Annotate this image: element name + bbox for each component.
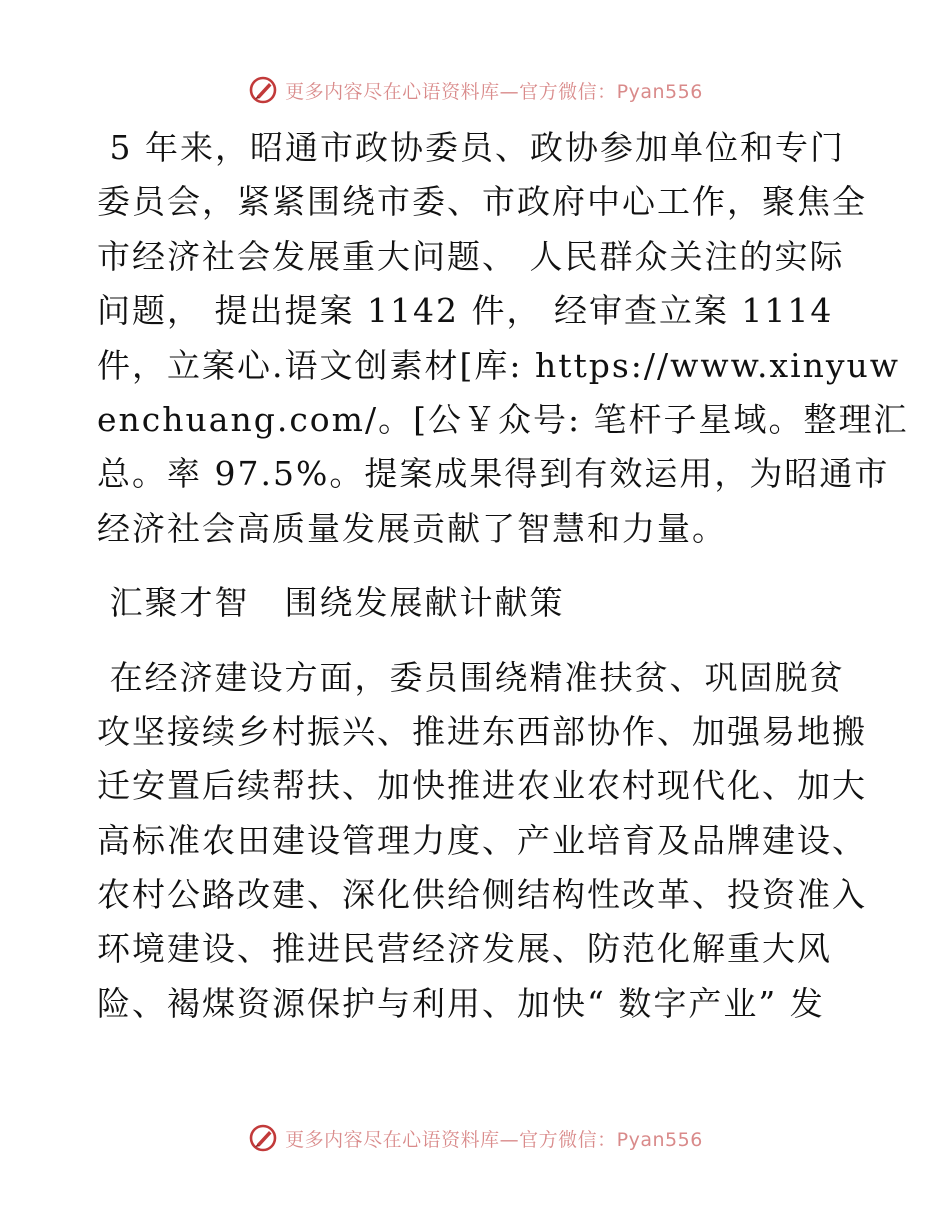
paragraph-intro (97, 121, 909, 556)
section-heading-text: 汇聚才智 围绕发展献计献策 (97, 583, 565, 623)
watermark-group (247, 1122, 703, 1154)
text-line: 险、褐煤资源保护与利用、加快“ 数字产业” 发 (97, 983, 825, 1023)
text-line: enchuang.com/。[公￥众号: 笔杆子星域。整理汇 (97, 399, 909, 439)
text-line: 经济社会高质量发展贡献了智慧和力量。 (97, 508, 727, 548)
text-line: 农村公路改建、深化供给侧结构性改革、投资准入 (97, 875, 867, 915)
text-line: 攻坚接续乡村振兴、推进东西部协作、加强易地搬 (97, 711, 867, 751)
watermark-text: 更多内容尽在心语资料库—官方微信：Pyan556 (285, 80, 703, 103)
document-body (97, 121, 909, 1031)
pen-seal-icon (247, 74, 279, 106)
section-heading (97, 576, 857, 630)
header-watermark (0, 70, 950, 110)
text-line: 迁安置后续帮扶、加快推进农业农村现代化、加大 (97, 766, 867, 806)
pen-seal-icon (247, 1122, 279, 1154)
text-line: 件，立案心.语文创素材[库: https://www.xinyuw (97, 345, 901, 385)
text-line: 总。率 97.5%。提案成果得到有效运用，为昭通市 (97, 454, 890, 494)
text-line: 在经济建设方面，委员围绕精准扶贫、巩固脱贫 (97, 657, 845, 697)
watermark-text: 更多内容尽在心语资料库—官方微信：Pyan556 (285, 1128, 703, 1151)
text-line: 市经济社会发展重大问题、 人民群众关注的实际 (97, 236, 845, 276)
text-line: 环境建设、推进民营经济发展、防范化解重大风 (97, 929, 832, 969)
text-line: 高标准农田建设管理力度、产业培育及品牌建设、 (97, 820, 867, 860)
text-line: 5 年来，昭通市政协委员、政协参加单位和专门 (97, 128, 845, 167)
footer-watermark (0, 1118, 950, 1158)
text-line: 问题， 提出提案 1142 件， 经审查立案 1114 (97, 291, 834, 331)
paragraph-economy (97, 651, 867, 1032)
watermark-group (247, 74, 703, 106)
text-line: 委员会，紧紧围绕市委、市政府中心工作，聚焦全 (97, 182, 867, 222)
